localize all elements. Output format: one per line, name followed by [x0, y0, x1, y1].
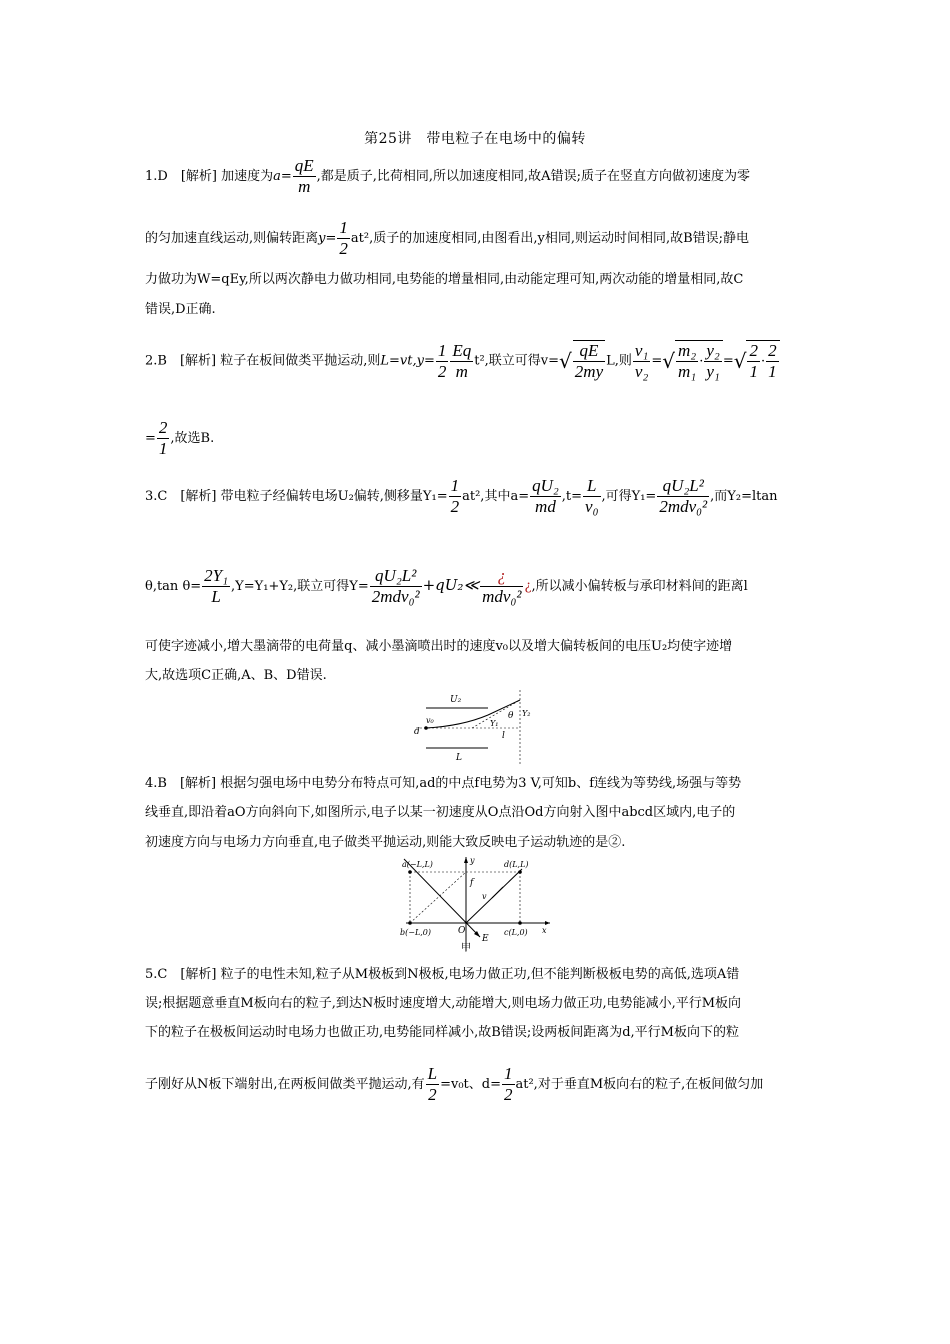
q3-l2c: ,所以减小偏转板与承印材料间的距离l — [531, 579, 748, 594]
q1-half-den: 2 — [339, 239, 348, 258]
label-Y1: Y₁ — [490, 719, 499, 728]
q3-tn2: 2Y₁ — [204, 566, 229, 585]
label-l: l — [502, 731, 505, 741]
label-U2: U₂ — [450, 695, 462, 705]
q1-line-4: 错误,D正确. — [145, 302, 216, 317]
q2-v2: v₂ — [634, 361, 649, 381]
q5-line-1: 5.C [解析] 粒子的电性未知,粒子从M极板到N极板,电场力做正功,但不能判断极板电势的高低,选项A错 — [145, 967, 740, 982]
y-arrow-icon — [464, 857, 468, 863]
q2-L: L=vt,y= — [380, 353, 435, 369]
q2-eq2: = — [722, 353, 734, 369]
q3-hn: 1 — [450, 476, 460, 495]
q2-y1: y₁ — [706, 362, 720, 381]
q5-l4c: at²,对于垂直M板向右的粒子,在板间做匀加 — [515, 1077, 764, 1092]
q2-line-1 — [145, 340, 780, 382]
q2-n — [747, 341, 760, 382]
q5-L — [426, 1064, 439, 1105]
q1-a: a= — [273, 169, 292, 184]
q3-hd: 2 — [450, 497, 460, 516]
q3-line-4: 大,故选项C正确,A、B、D错误. — [145, 668, 327, 683]
q2-y — [704, 341, 721, 382]
q3-yd: 2mdv₀² — [659, 497, 708, 516]
q2-m — [676, 341, 698, 382]
q3-line-2 — [145, 566, 748, 607]
label-b: b(−L,0) — [400, 928, 432, 937]
label-E: E — [482, 934, 489, 944]
q3-l2a: θ,tan θ= — [145, 579, 202, 594]
q3-Z — [480, 566, 523, 607]
q2-res-n: 2 — [158, 418, 168, 437]
point-c — [518, 921, 522, 925]
label-c: c(L,0) — [504, 928, 528, 937]
q2-n2b: 2 — [768, 341, 777, 360]
q2-mid2: L,则 — [606, 353, 632, 369]
q3-t4: ,而Y₂=ltan — [710, 489, 778, 504]
q1-frac-den: m — [298, 177, 311, 196]
label-y: y — [470, 856, 475, 865]
q1-head: 1.D [解析] 加速度为 — [145, 169, 274, 184]
label-v0: v₀ — [426, 716, 434, 725]
q3-Y — [370, 566, 422, 607]
particle-dot — [424, 726, 428, 730]
point-a — [408, 870, 412, 874]
q2-line-2: = $\frac{2}{1}$ ,故选B. — [145, 418, 215, 458]
figure-caption: 甲 — [461, 943, 471, 954]
q2-m2: m₂ — [678, 341, 697, 360]
v-arrow — [492, 887, 503, 898]
label-f: f — [470, 878, 474, 888]
q2-root2 — [675, 340, 723, 382]
label-theta: θ — [508, 711, 514, 721]
q3-inv: ¿ — [480, 566, 523, 587]
sqrt-icon: √ — [662, 349, 676, 373]
q2-dot2: · — [760, 354, 766, 369]
q3-an: qU₂ — [532, 476, 559, 495]
field-line — [404, 859, 480, 937]
q2-n-b — [766, 341, 779, 382]
q2-tail: ,故选B. — [170, 431, 215, 446]
q3-line-3: 可使字迹减小,增大墨滴带的电荷量q、减小墨滴喷出时的速度v₀以及增大偏转板间的电压U₂均使字迹增 — [145, 639, 733, 654]
q3-t2: ,t= — [561, 489, 583, 504]
q2-res — [157, 418, 170, 459]
q3-t1: at²,其中a= — [462, 489, 530, 504]
label-a: a(−L,L) — [402, 860, 433, 869]
q3-head: 3.C [解析] 带电粒子经偏转电场U₂偏转,侧移量Y₁= — [145, 489, 448, 504]
q3-plus: +qU₂≪ — [422, 576, 480, 594]
q2-n2: 2 — [749, 341, 758, 360]
q5-line-3: 下的粒子在极板间运动时电场力也做正功,电势能同样减小,故B错误;设两板间距离为d,平行M板向下的粒 — [145, 1025, 739, 1040]
label-d: d(L,L) — [504, 860, 529, 869]
q5-hn: 1 — [504, 1064, 513, 1083]
q5-line-4 — [145, 1064, 763, 1105]
q5-l4b: =v₀t、d= — [440, 1077, 501, 1092]
q3-Yn: qU₂L² — [370, 566, 422, 587]
q3-t3: ,可得Y₁= — [601, 489, 657, 504]
q3-a — [530, 476, 561, 517]
q2-f2n: Eq — [452, 340, 472, 360]
q2-r1d: 2my — [574, 362, 604, 381]
label-x: x — [542, 926, 547, 935]
field-figure — [400, 855, 560, 955]
q1-p2a: 的匀加速直线运动,则偏转距离 — [145, 231, 319, 246]
q2-r1n: qE — [573, 341, 605, 362]
label-L: L — [456, 753, 462, 763]
bf-line — [410, 872, 466, 923]
label-Y2: Y₂ — [522, 709, 531, 718]
point-d — [518, 870, 522, 874]
q1-line-2 — [145, 218, 749, 259]
q3-td: v₀ — [585, 497, 599, 516]
q2-n1: 1 — [749, 362, 758, 381]
label-O: O — [458, 926, 466, 936]
deflection-figure — [412, 688, 542, 768]
q3-t — [583, 476, 600, 517]
q1-p2b: at²,质子的加速度相同,由图看出,y相同,则运动时间相同,故B错误;静电 — [350, 231, 750, 246]
q2-y2: y₂ — [706, 341, 720, 360]
q2-head: 2.B [解析] 粒子在板间做类平抛运动,则 — [145, 353, 381, 369]
q5-Ld: 2 — [428, 1085, 437, 1104]
label-v: v — [482, 892, 487, 901]
q1-half — [337, 218, 350, 259]
q3-td2: L — [211, 587, 221, 606]
q2-v — [633, 341, 650, 382]
q3-tn: L — [583, 476, 600, 497]
q5-line-2: 误;根据题意垂直M板向右的粒子,到达N板时速度增大,动能增大,则电场力做正功,电势能减小,平行M板向 — [145, 996, 742, 1011]
q4-line-1: 4.B [解析] 根据匀强电场中电势分布特点可知,ad的中点f电势为3 V,可知b、f连线为等势线,场强与等势 — [145, 776, 742, 791]
q3-Zd: mdv₀² — [482, 587, 522, 606]
q5-l4a: 子刚好从N板下端射出,在两板间做类平抛运动,有 — [145, 1077, 425, 1092]
q5-Ln: L — [427, 1064, 438, 1083]
q1-half-num: 1 — [339, 218, 348, 237]
q2-f1n: 1 — [437, 340, 447, 360]
q3-yn: qU₂L² — [657, 476, 709, 497]
q1-fraction — [293, 156, 316, 197]
q2-res-d: 1 — [158, 439, 168, 458]
q4-line-3: 初速度方向与电场力方向垂直,电子做类平抛运动,则能大致反映电子运动轨迹的是②. — [145, 835, 626, 850]
q2-r1 — [573, 340, 605, 382]
q2-f2d: m — [455, 361, 468, 381]
q1-frac-num: qE — [294, 156, 314, 175]
q1-p2y: y= — [318, 231, 337, 246]
q3-tan — [202, 566, 230, 607]
q3-ad: md — [535, 497, 556, 516]
q1-p1: ,都是质子,比荷相同,所以加速度相同,故A错误;质子在竖直方向做初速度为零 — [316, 169, 750, 184]
q2-root3 — [746, 340, 779, 382]
q3-line-1 — [145, 476, 778, 517]
q3-y — [657, 476, 709, 517]
q2-f2 — [450, 341, 473, 382]
q1-line-1 — [145, 156, 750, 197]
page-title: 第25讲 带电粒子在电场中的偏转 — [364, 131, 586, 147]
q2-n1b: 1 — [768, 362, 777, 381]
q3-inv2: ¿ — [524, 579, 532, 594]
q2-v1: v₁ — [634, 340, 649, 360]
q4-line-2: 线垂直,即沿着aO方向斜向下,如图所示,电子以某一初速度从O点沿Od方向射入图中abcd区域内,电子的 — [145, 805, 736, 820]
sqrt-icon: √ — [733, 349, 747, 373]
trajectory — [426, 700, 520, 728]
point-b — [408, 921, 412, 925]
q2-dot: · — [699, 354, 704, 369]
q5-hd: 2 — [504, 1085, 513, 1104]
q2-mid: t²,联立可得v= — [474, 353, 560, 369]
q1-line-3: 力做功为W=qEy,所以两次静电力做功相同,电势能的增量相同,由动能定理可知,两次动能的增量相同,故C — [145, 272, 744, 287]
label-d: d — [414, 727, 420, 737]
q2-m1: m₁ — [678, 362, 697, 381]
x-arrow-icon — [545, 921, 550, 925]
q3-Yd: 2mdv₀² — [371, 587, 420, 606]
sqrt-icon: √ — [559, 349, 572, 373]
q2-f1 — [436, 341, 449, 382]
q3-l2b: ,Y=Y₁+Y₂,联立可得Y= — [231, 579, 369, 594]
q3-h — [449, 476, 462, 517]
q5-h — [502, 1064, 515, 1105]
q2-f1d: 2 — [437, 361, 447, 381]
q2-eq: = — [651, 353, 663, 369]
